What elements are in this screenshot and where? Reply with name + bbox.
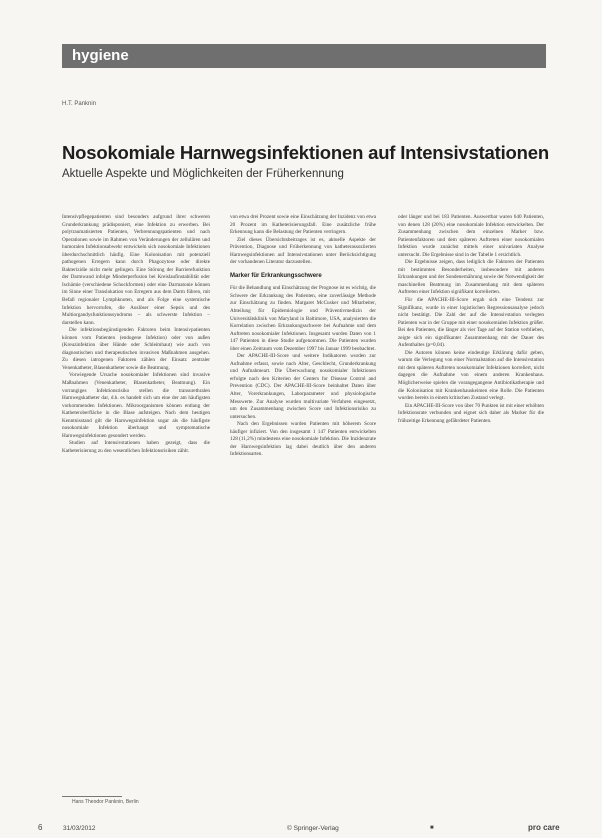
paragraph: Die Ergebnisse zeigen, dass lediglich die Faktoren der Patienten mit bestimmten Besonderheiten, insbesondere mit anderen Erkrankungen und der Sondenernährung sowie der Notwendigkeit der maschinellen Beatmung im Zusammenhang mit dem späteren Auftreten einer Infektion signifikant korrelierten.	[398, 259, 544, 296]
journal-name: pro care	[528, 823, 560, 832]
paragraph: von etwa drei Prozent sowie eine Einschätzung der Inzidenz von etwa 20 Prozent im Katheterisierungsfall. Eine zusätzliche frühe Erkennung kann die Belastung der Patienten verringern.	[230, 214, 376, 236]
paragraph: oder länger und bei 183 Patienten. Auswertbar waren 640 Patienten, von denen 128 (20%) eine nosokomiale Infektion entwickelten. Der Zusammenhang zwischen dem einzelnen Marker bzw. Patientenfaktoren und dem späteren Auftreten einer nosokomialen Infektion wurde zunächst mittels einer univariaten Analyse untersucht. Die Ergebnisse sind in der Tabelle 1 ersichtlich.	[398, 214, 544, 258]
footnote-divider	[62, 796, 122, 797]
issue-date: 31/03/2012	[63, 825, 96, 832]
section-label: hygiene	[72, 47, 129, 64]
publisher: © Springer-Verlag	[287, 825, 339, 832]
paragraph: Vorwiegende Ursache nosokomialer Infektionen sind invasive Maßnahmen (Venenkatheter, Blasenkatheter, Beatmung). Ein vorrangiges Infektionsrisiko stellen die transurethralen Harnwegskatheter dar, d.h. es handelt sich um eine der am häufigsten vorkommenden Infektionen. Mikroorganismen können entlang der Katheteroberfläche in die Blase aufsteigen. Nach dem heutigen Kenntnisstand gilt die Harnwegsinfektion sogar als die häufigste nosokomiale Infektion überhaupt und symptomatische Harnwegsinfektionen gesondert werden.	[62, 372, 210, 439]
article-title: Nosokomiale Harnwegsinfektionen auf Intensivstationen	[62, 142, 549, 163]
author-line: H.T. Panknin	[62, 101, 97, 107]
page-number: 6	[38, 823, 43, 832]
paragraph: Für die APACHE-III-Score ergab sich eine Tendenz zur Signifikanz, wurde in einer logistischen Regressionsanalyse jedoch nicht bestätigt. Die Zahl der auf die Intensivstation verlegten Patienten war in der Gruppe mit einer nosokomialen Infektion größer. Bei den Patienten, die länger als vier Tage auf der Station verblieben, zeigte sich ein signifikanter Zusammenhang mit der Dauer des Aufenthaltes (p=0,04).	[398, 297, 544, 349]
paragraph: Ein APACHE-III-Score von über 70 Punkten ist mit einer erhöhten Infektionsrate verbunden und eignet sich daher als Marker für die frühzeitige Erkennung gefährdeter Patienten.	[398, 402, 544, 424]
text-column-2	[230, 214, 376, 459]
paragraph: Der APACHE-III-Score und weitere Indikatoren wurden zur Aufnahme erfasst, sowie nach Alter, Geschlecht, Grunderkrankung und Aufnahmeart. Die Überwachung nosokomialer Infektionen erfolgte nach den Kriterien der Centers for Disease Control and Prevention (CDC). Der APACHE-III-Score beinhaltet Daten über Alter, Vorerkrankungen, Laborparameter und physiologische Messwerte. Zur Analyse wurden multivariate Verfahren eingesetzt, um den Zusammenhang zwischen Score und Infektionsrisiko zu untersuchen.	[230, 353, 376, 420]
paragraph: Intensivpflegepatienten sind besonders aufgrund ihrer schweren Grunderkrankung prädisponiert, eine Infektion zu erwerben. Bei polytraumatisierten Patienten, Verbrennungspatienten und nach Operationen sowie im Rahmen von Veränderungen der zellulären und humoralen Infektionsabwehr entwickeln sich nosokomiale Infektionen überdurchschnittlich häufig. Eine Kolonisation mit potenziell pathogenen Erregern kann durch Phagozytose oder direkte Bakterizidie nicht mehr gelingen. Eine Störung der Barrierefunktion der Darmwand infolge Minderperfusion bei Kreislaufinstabilität oder Ischämie (verschiedene Schockformen) oder eine Darmatonie können im Sinne einer Translokation von Erregern aus dem Darm führen, mit Befall regionaler Lymphknoten, und als Folge eine systemische Infektion hervorrufen, die Auslöser einer Sepsis und des Multiorgandysfunktionssyndroms – als schwerste Infektion – darstellen kann.	[62, 214, 210, 326]
footer-mark: ■	[430, 825, 434, 831]
section-header-band	[62, 44, 546, 68]
paragraph: Die Autoren können keine eindeutige Erklärung dafür geben, warum die Verlegung von einer Normalstation auf die Intensivstation mit dem späteren Auftreten nosokomialer Infektionen korreliert, nicht dagegen die Aufnahme von einem anderen Krankenhaus. Möglicherweise spielen die vorangegangene Antibiotikatherapie und die Kolonisation mit Krankenhauskeimen eine Rolle. Die Patienten wurden bereits in einem kritischen Zustand verlegt.	[398, 349, 544, 402]
paragraph: Nach den Ergebnissen wurden Patienten mit höherem Score häufiger infiziert. Von den insgesamt 1 147 Patienten entwickelten 128 (11,2%) mindestens eine nosokomiale Infektion. Die Inzidenzrate der Harnwegsinfektion lag dabei deutlich über den anderen Infektionsarten.	[230, 421, 376, 458]
section-heading: Marker für Erkrankungsschwere	[230, 272, 322, 279]
paragraph: Ziel dieses Übersichtsbeitrages ist es, aktuelle Aspekte der Prävention, Diagnose und Früherkennung von katheterassoziierten Harnwegsinfektionen auf Intensivstationen unter Berücksichtigung der vorhandenen Literatur darzustellen.	[230, 236, 376, 266]
paragraph: Die infektionsbegünstigenden Faktoren beim Intensivpatienten können vom Patienten (endogene Infektion) oder von außen (Kreuzinfektion über Hände oder Schleimhaut) wie auch von diagnostischen und therapeutischen invasiven Maßnahmen ausgehen. Zu diesen iatrogenen Faktoren zählen der Einsatz zentraler Venenkatheter, Blasenkatheter sowie die Beatmung.	[62, 327, 210, 371]
paragraph: Für die Behandlung und Einschätzung der Prognose ist es wichtig, die Schwere der Erkrankung des Patienten, eine zuverlässige Methode zur Einschätzung zu finden. Margaret McCusker und Mitarbeiter, Abteilung für Epidemiologie und Präventivmedizin der Universitätsklinik von Maryland in Baltimore, USA, analysierten die Korrelation zwischen Erkrankungsschwere bei Aufnahme und dem Auftreten nosokomialer Infektionen. Insgesamt wurden Daten von 1 147 Patienten in diese Studie aufgenommen. Die Patienten wurden über einen Zeitraum vom Dezember 1997 bis Januar 1999 beobachtet.	[230, 285, 376, 352]
footnote: Hans Theodor Panknin, Berlin	[72, 799, 139, 805]
article-subtitle: Aktuelle Aspekte und Möglichkeiten der Früherkennung	[62, 168, 344, 180]
paragraph: Studien auf Intensivstationen haben gezeigt, dass die Katheterisierung zu den wesentlichen Infektionsrisiken zählt.	[62, 440, 210, 454]
text-column-1	[62, 214, 210, 456]
text-column-3	[398, 214, 544, 425]
